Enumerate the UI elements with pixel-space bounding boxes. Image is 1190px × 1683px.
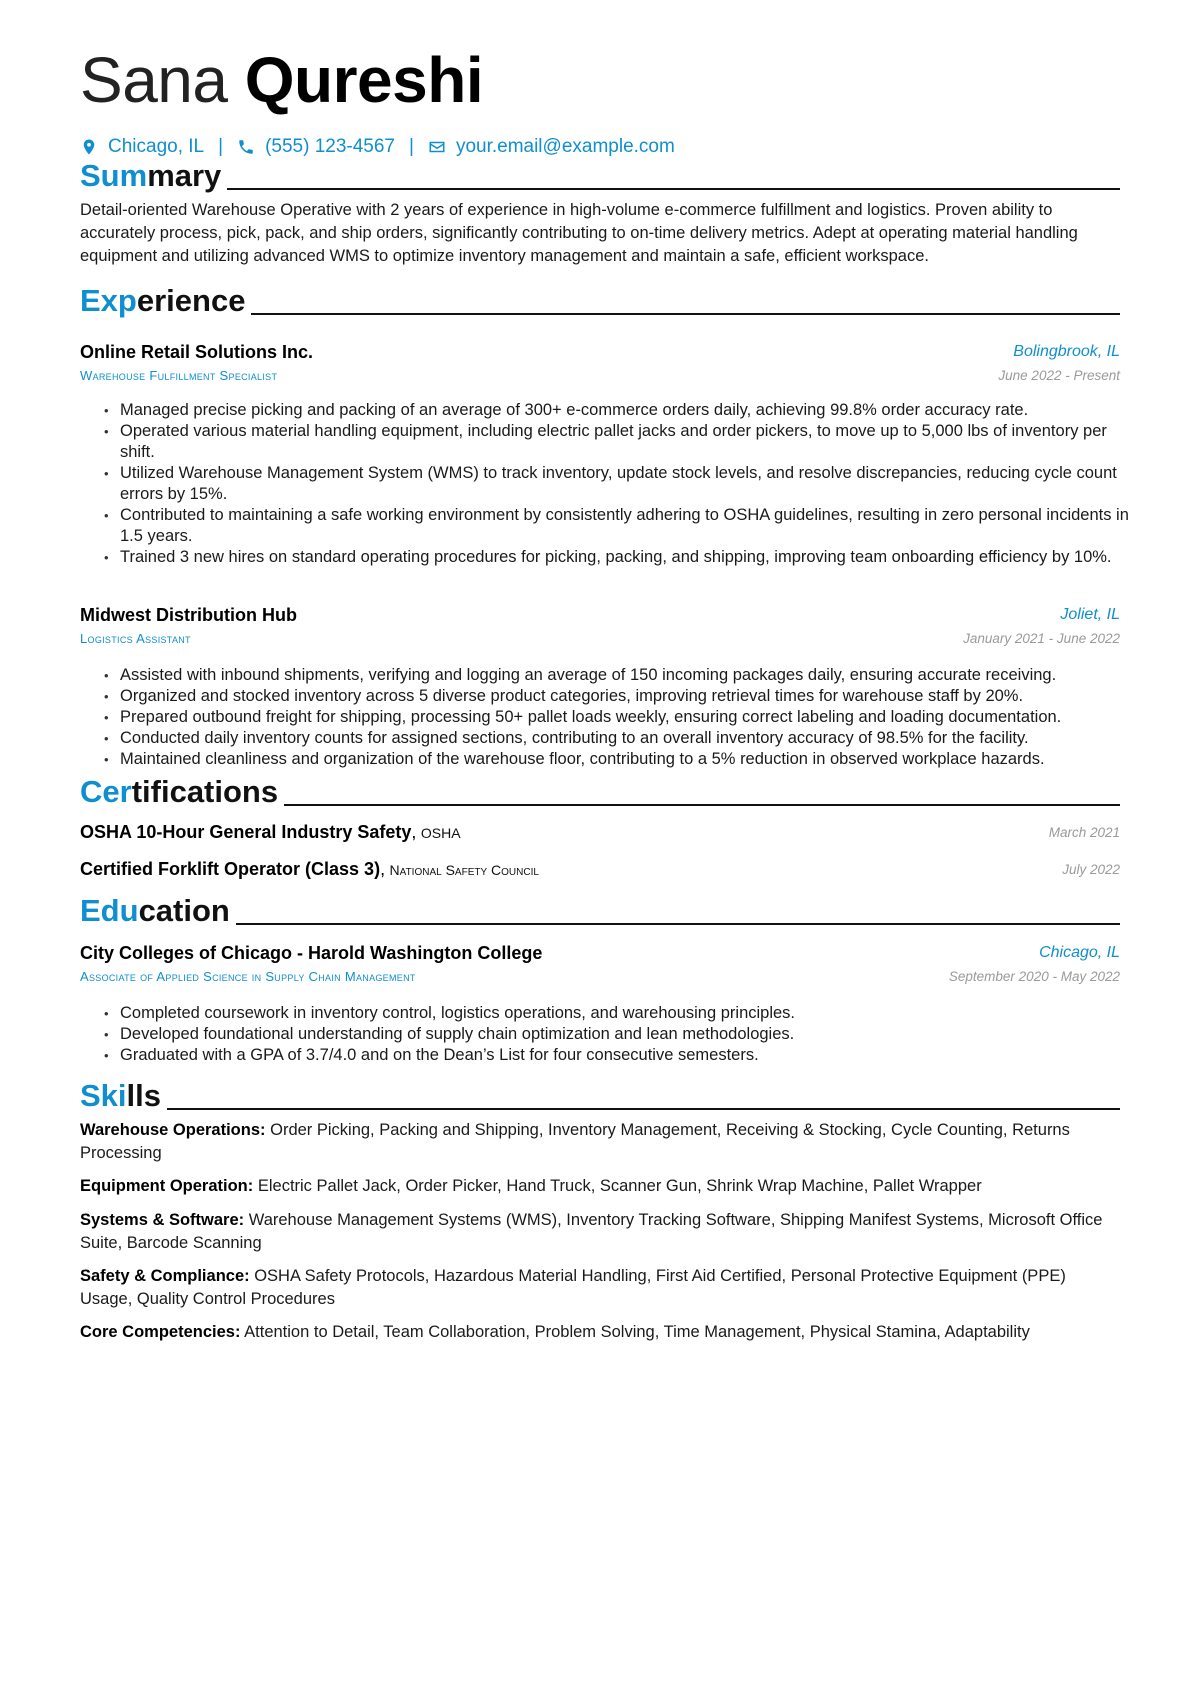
- skill-label: Core Competencies:: [80, 1323, 241, 1341]
- skill-row: [80, 1209, 1120, 1255]
- skills-title-rest: lls: [126, 1078, 161, 1113]
- section-rule: [284, 804, 1120, 806]
- certification-date: March 2021: [1048, 825, 1120, 840]
- job-location: Bolingbrook, IL: [1013, 343, 1120, 360]
- skill-label: Safety & Compliance:: [80, 1267, 250, 1285]
- first-name: Sana: [80, 44, 228, 116]
- list-item: • Utilized Warehouse Management System (WMS) to track inventory, update stock levels, and resolve discrepancies, reducing cycle count errors by 15%.: [120, 463, 1130, 505]
- certification-date: July 2022: [1062, 862, 1120, 877]
- job-role: Logistics Assistant: [80, 631, 191, 646]
- experience-heading: [80, 279, 1120, 319]
- section-rule: [227, 188, 1120, 190]
- certifications-heading: [80, 770, 1120, 810]
- job-bullets: [102, 400, 1130, 568]
- list-item: • Trained 3 new hires on standard operating procedures for picking, packing, and shipping, improving team onboarding efficiency by 10%.: [120, 547, 1130, 568]
- skills-heading: [80, 1074, 1120, 1114]
- job-company: Midwest Distribution Hub: [80, 605, 297, 625]
- certification-row: [80, 822, 1120, 848]
- skill-value: OSHA Safety Protocols, Hazardous Material Handling, First Aid Certified, Personal Protective Equipment (PPE) Usage, Quality Control Procedures: [80, 1267, 1066, 1308]
- skill-label: Warehouse Operations:: [80, 1121, 266, 1139]
- certification-org: National Safety Council: [389, 862, 539, 878]
- job-bullets: [102, 665, 1130, 770]
- job-role: Warehouse Fulfillment Specialist: [80, 368, 278, 383]
- location-text: Chicago, IL: [108, 136, 205, 157]
- school-name: City Colleges of Chicago - Harold Washington College: [80, 943, 543, 963]
- list-item: • Organized and stocked inventory across 5 diverse product categories, improving retrieval times for warehouse staff by 20%.: [120, 686, 1130, 707]
- skill-label: Systems & Software:: [80, 1211, 245, 1229]
- phone-link[interactable]: (555) 123-4567: [265, 136, 395, 157]
- skill-value: Attention to Detail, Team Collaboration, Problem Solving, Time Management, Physical Stamina, Adaptability: [244, 1323, 1030, 1341]
- certifications-title-highlight: Cer: [80, 774, 132, 809]
- last-name: Qureshi: [244, 44, 484, 116]
- job-dates: June 2022 - Present: [998, 368, 1120, 383]
- list-item: • Conducted daily inventory counts for assigned sections, contributing to an overall inventory accuracy of 98.5% for the facility.: [120, 728, 1130, 749]
- education-bullets: [102, 1003, 1130, 1066]
- skills-title-highlight: Ski: [80, 1078, 127, 1113]
- job-location: Joliet, IL: [1060, 606, 1120, 623]
- experience-title-highlight: Exp: [80, 283, 137, 318]
- skill-value: Electric Pallet Jack, Order Picker, Hand Truck, Scanner Gun, Shrink Wrap Machine, Pallet Wrapper: [257, 1177, 982, 1195]
- certification-org: OSHA: [420, 825, 461, 841]
- school-location: Chicago, IL: [1039, 944, 1120, 961]
- certification-name: OSHA 10-Hour General Industry Safety: [80, 822, 412, 842]
- list-item: • Managed precise picking and packing of an average of 300+ e-commerce orders daily, achieving 99.8% order accuracy rate.: [120, 400, 1130, 421]
- contact-separator: |: [409, 136, 414, 157]
- education-title-rest: cation: [138, 893, 230, 928]
- skill-value: Order Picking, Packing and Shipping, Inventory Management, Receiving & Stocking, Cycle Counting, Returns Processing: [80, 1121, 1070, 1162]
- degree: Associate of Applied Science in Supply Chain Management: [80, 969, 416, 984]
- summary-text: Detail-oriented Warehouse Operative with 2 years of experience in high-volume e-commerce fulfillment and logistics. Proven ability to accurately process, pick, pack, and ship orders, significantly contributing to on-time delivery metrics. Adept at operating material handling equipment and utilizing advanced WMS to optimize inventory management and maintain a safe, efficient workspace.: [80, 201, 1078, 265]
- list-item: • Prepared outbound freight for shipping, processing 50+ pallet loads weekly, ensuring correct labeling and loading documentation.: [120, 707, 1130, 728]
- certification-name: Certified Forklift Operator (Class 3): [80, 859, 381, 879]
- certifications-title-rest: tifications: [131, 774, 279, 809]
- skill-row: [80, 1175, 1120, 1198]
- education-title-highlight: Edu: [80, 893, 139, 928]
- skill-value: Warehouse Management Systems (WMS), Inventory Tracking Software, Shipping Manifest Systems, Microsoft Office Suite, Barcode Scanning: [80, 1211, 1103, 1252]
- education-heading: [80, 889, 1120, 929]
- list-item: • Completed coursework in inventory control, logistics operations, and warehousing principles.: [120, 1003, 1130, 1024]
- section-rule: [236, 923, 1120, 925]
- job-dates: January 2021 - June 2022: [963, 631, 1120, 646]
- education-dates: September 2020 - May 2022: [948, 969, 1120, 984]
- email-link[interactable]: your.email@example.com: [455, 136, 675, 157]
- experience-title-rest: erience: [136, 283, 246, 318]
- candidate-name: [80, 40, 483, 120]
- summary-heading: [80, 154, 1120, 194]
- skill-row: [80, 1119, 1120, 1165]
- section-rule: [167, 1108, 1120, 1110]
- certification-comma: ,: [380, 859, 386, 879]
- list-item: • Assisted with inbound shipments, verifying and logging an average of 150 incoming packages daily, ensuring accurate receiving.: [120, 665, 1130, 686]
- list-item: • Developed foundational understanding of supply chain optimization and lean methodologies.: [120, 1024, 1130, 1045]
- summary-title-highlight: Sum: [80, 158, 148, 193]
- certification-comma: ,: [411, 822, 417, 842]
- certification-row: [80, 859, 1120, 885]
- skill-row: [80, 1321, 1120, 1344]
- skill-label: Equipment Operation:: [80, 1177, 254, 1195]
- list-item: • Contributed to maintaining a safe working environment by consistently adhering to OSHA guidelines, resulting in zero personal incidents in 1.5 years.: [120, 505, 1130, 547]
- summary-title-rest: mary: [147, 158, 222, 193]
- list-item: • Operated various material handling equipment, including electric pallet jacks and order pickers, to move up to 5,000 lbs of inventory per shift.: [120, 421, 1130, 463]
- section-rule: [251, 313, 1120, 315]
- list-item: • Maintained cleanliness and organization of the warehouse floor, contributing to a 5% reduction in observed workplace hazards.: [120, 749, 1130, 770]
- list-item: • Graduated with a GPA of 3.7/4.0 and on the Dean’s List for four consecutive semesters.: [120, 1045, 1130, 1066]
- skill-row: [80, 1265, 1120, 1311]
- job-company: Online Retail Solutions Inc.: [80, 342, 314, 362]
- contact-separator: |: [218, 136, 224, 157]
